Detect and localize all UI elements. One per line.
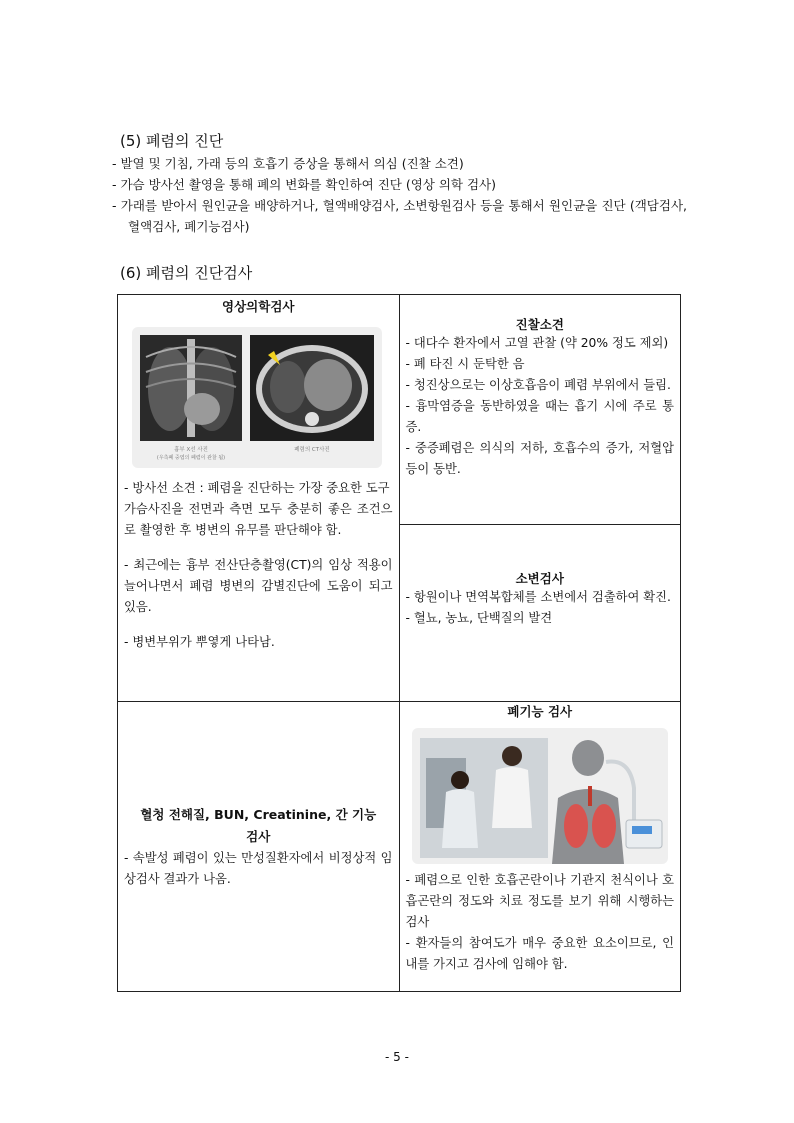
imaging-text: - 병변부위가 뿌옇게 나타남. <box>124 635 275 649</box>
imaging-text: 가슴사진을 전면과 측면 모두 충분히 좋은 조건으로 촬영한 후 병변의 유무를 판단해야 함. <box>124 502 393 537</box>
xray-caption-sub: (우측폐 중엽의 폐렴이 관찰 됨) <box>156 455 226 461</box>
imaging-title: 영상의학검사 <box>222 299 295 314</box>
exam-item: - 대다수 환자에서 고열 관찰 (약 20% 정도 제외) <box>405 336 669 350</box>
urine-item: - 혈뇨, 농뇨, 단백질의 발견 <box>405 610 553 625</box>
pft-item: - 폐렴으로 인한 호흡곤란이나 기관지 천식이나 호흡곤란의 정도와 치료 정도를 보기 위해 시행하는 검사 <box>405 873 674 929</box>
xray-caption: 흉부 X선 사진 <box>174 447 208 453</box>
spirometry-image <box>412 728 668 864</box>
blood-item: - 속발성 폐렴이 있는 만성질환자에서 비정상적 임상검사 결과가 나옴. <box>124 851 393 886</box>
exam-title: 진찰소견 <box>515 317 564 332</box>
section5-item: - 발열 및 기침, 가래 등의 호흡기 증상을 통해서 의심 (진찰 소견) <box>112 156 464 171</box>
blood-title: 혈청 전해질, BUN, Creatinine, 간 기능 검사 <box>140 807 377 844</box>
urine-title: 소변검사 <box>515 570 564 586</box>
section5-item: - 가슴 방사선 촬영을 통해 폐의 변화를 확인하여 진단 (영상 의학 검사) <box>112 177 496 192</box>
exam-item: - 청진상으로는 이상호흡음이 폐렴 부위에서 들림. <box>405 378 671 392</box>
pft-item: - 환자들의 참여도가 매우 중요한 요소이므로, 인내를 가지고 검사에 임해야 함. <box>405 936 674 971</box>
exam-cell <box>399 295 681 525</box>
imaging-text: - 최근에는 흉부 전산단층촬영(CT)의 임상 적용이 늘어나면서 폐렴 병변의 감별진단에 도움이 되고 있음. <box>124 558 393 614</box>
exam-item: - 중증폐렴은 의식의 저하, 호흡수의 증가, 저혈압 등이 동반. <box>405 441 674 476</box>
pft-title: 폐기능 검사 <box>507 704 573 719</box>
section6-title: (6) 폐렴의 진단검사 <box>120 264 253 282</box>
urine-item: - 항원이나 면역복합체를 소변에서 검출하여 확진. <box>405 589 671 604</box>
exam-item: - 폐 타진 시 둔탁한 음 <box>405 357 525 371</box>
ct-caption: 폐렴의 CT사진 <box>294 447 330 453</box>
imaging-figure <box>132 327 382 468</box>
section5-list <box>112 153 687 237</box>
blood-cell <box>118 702 400 992</box>
imaging-cell <box>118 295 400 702</box>
urine-cell <box>399 524 681 701</box>
xray-ct-image <box>132 327 382 468</box>
exam-item: - 흉막염증을 동반하였을 때는 흡기 시에 주로 통증. <box>405 399 674 434</box>
page-number: - 5 - <box>385 1050 409 1064</box>
section5-item: - 가래를 받아서 원인균을 배양하거나, 혈액배양검사, 소변항원검사 등을 통해서 원인균을 진단 (객담검사, 혈액검사, 폐기능검사) <box>112 198 687 234</box>
diagnostic-tests-table <box>117 294 681 992</box>
pft-cell <box>399 702 681 992</box>
imaging-text: - 방사선 소견 : 폐렴을 진단하는 가장 중요한 도구 <box>124 481 390 495</box>
section5-title: (5) 폐렴의 진단 <box>120 132 224 150</box>
pft-figure <box>412 728 668 864</box>
